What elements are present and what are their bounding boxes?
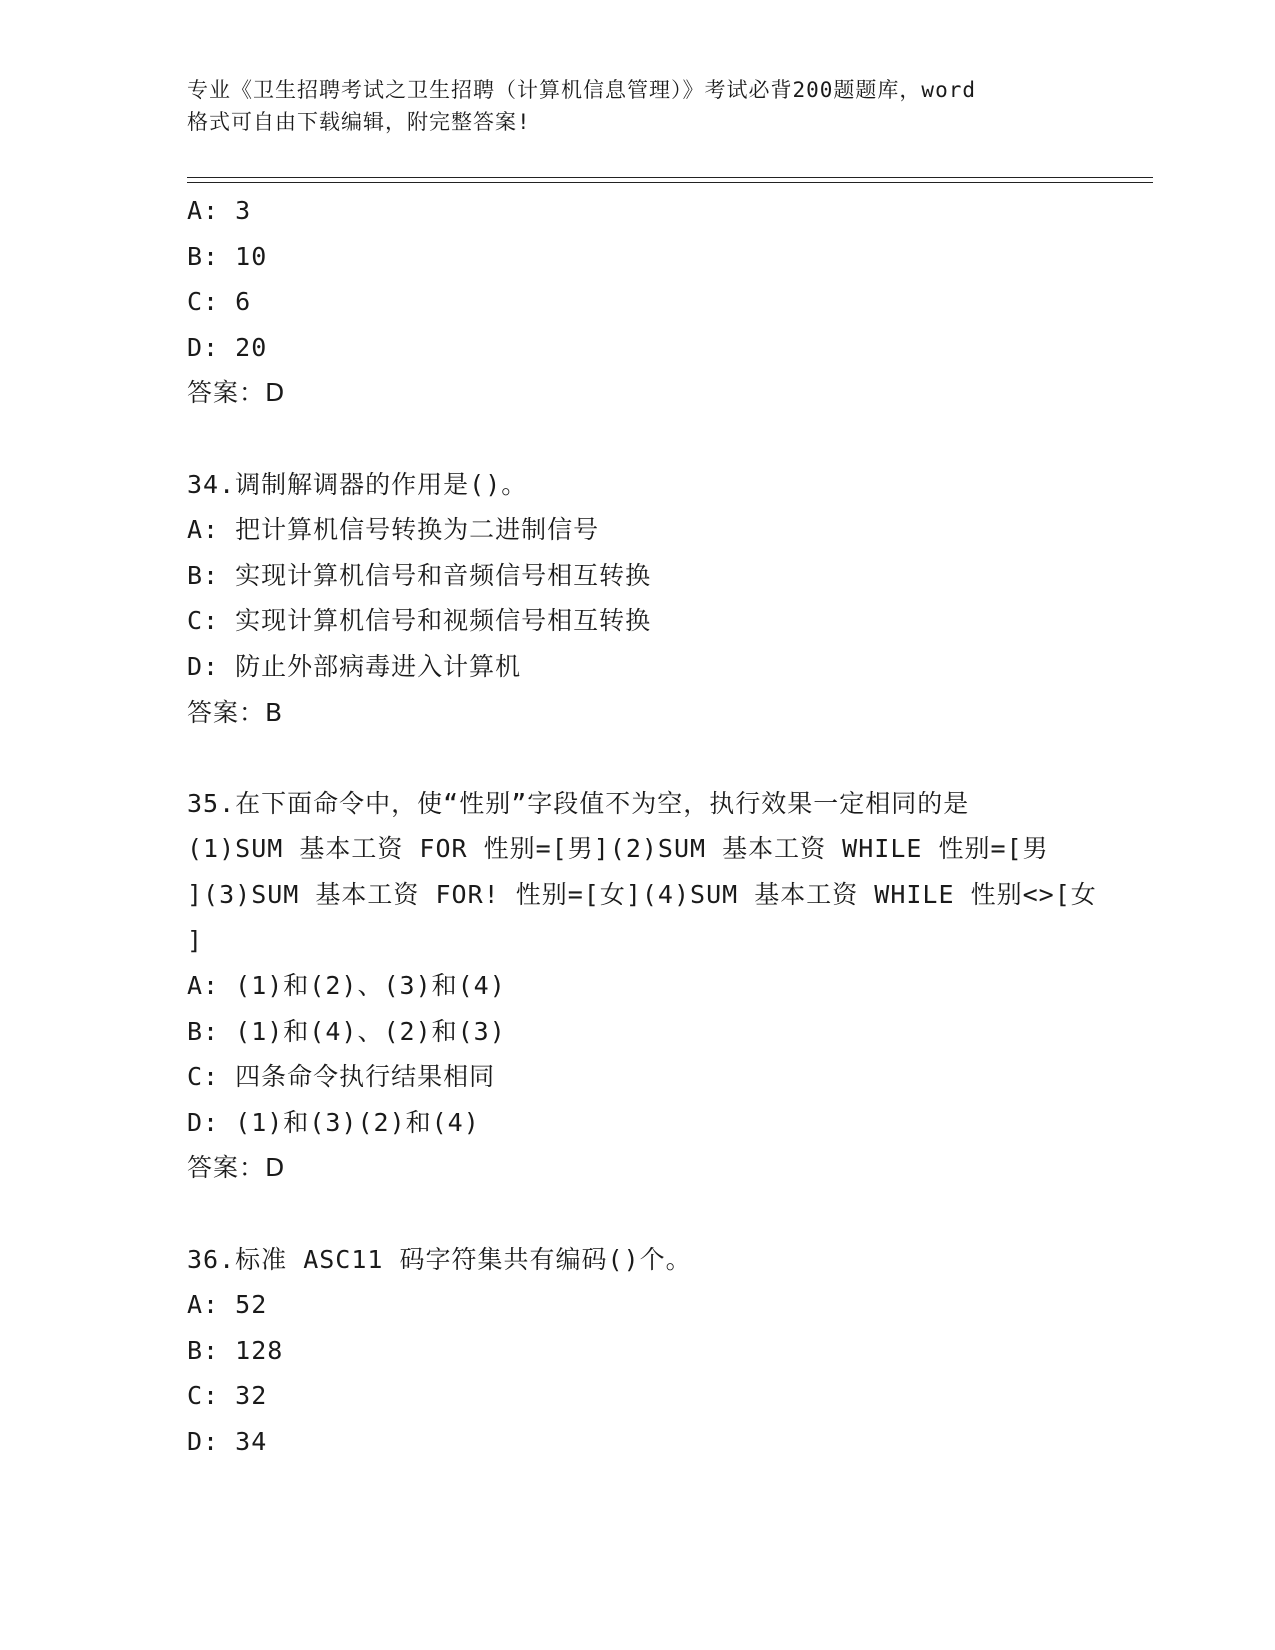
question-stem-line-3: ](3)SUM 基本工资 FOR! 性别=[女](4)SUM 基本工资 WHILE 性别<>[女 bbox=[187, 879, 1097, 909]
option-c: C: 四条命令执行结果相同 bbox=[187, 1062, 496, 1092]
answer-line: 答案：D bbox=[187, 1153, 286, 1183]
option-a: A: 把计算机信号转换为二进制信号 bbox=[187, 515, 600, 545]
header-divider-top bbox=[187, 177, 1153, 178]
answer-line: 答案：B bbox=[187, 697, 284, 727]
header-line-2: 格式可自由下载编辑，附完整答案! bbox=[187, 110, 531, 134]
document-header bbox=[187, 74, 1087, 138]
option-c: C: 32 bbox=[187, 1381, 268, 1411]
question-block-previous bbox=[187, 188, 1087, 416]
question-block-36 bbox=[187, 1237, 1087, 1465]
question-block-34 bbox=[187, 462, 1087, 736]
question-stem-line-4: ] bbox=[187, 925, 204, 955]
option-a: A: 3 bbox=[187, 196, 252, 225]
spacer bbox=[187, 1191, 1087, 1237]
option-d: D: (1)和(3)(2)和(4) bbox=[187, 1107, 480, 1137]
option-b: B: 实现计算机信号和音频信号相互转换 bbox=[187, 560, 652, 590]
question-stem-line-1: 35.在下面命令中，使“性别”字段值不为空，执行效果一定相同的是 bbox=[187, 788, 970, 818]
answer-line: 答案：D bbox=[187, 378, 286, 408]
spacer bbox=[187, 416, 1087, 462]
question-block-35 bbox=[187, 781, 1097, 1191]
option-b: B: 10 bbox=[187, 241, 268, 271]
option-a: A: 52 bbox=[187, 1290, 268, 1320]
document-body bbox=[187, 188, 1097, 1465]
header-divider-bottom bbox=[187, 182, 1153, 183]
option-d: D: 防止外部病毒进入计算机 bbox=[187, 651, 522, 681]
question-stem: 34.调制解调器的作用是()。 bbox=[187, 469, 528, 499]
option-c: C: 实现计算机信号和视频信号相互转换 bbox=[187, 606, 652, 636]
option-b: B: 128 bbox=[187, 1335, 284, 1365]
spacer bbox=[187, 735, 1087, 781]
question-stem: 36.标准 ASC11 码字符集共有编码()个。 bbox=[187, 1244, 692, 1274]
option-d: D: 20 bbox=[187, 332, 268, 362]
option-a: A: (1)和(2)、(3)和(4) bbox=[187, 971, 506, 1001]
option-d: D: 34 bbox=[187, 1427, 268, 1457]
option-c: C: 6 bbox=[187, 287, 252, 317]
question-stem-line-2: (1)SUM 基本工资 FOR 性别=[男](2)SUM 基本工资 WHILE 性别=[男 bbox=[187, 834, 1049, 864]
header-line-1: 专业《卫生招聘考试之卫生招聘（计算机信息管理）》考试必背200题题库，word bbox=[187, 78, 976, 102]
option-b: B: (1)和(4)、(2)和(3) bbox=[187, 1016, 506, 1046]
